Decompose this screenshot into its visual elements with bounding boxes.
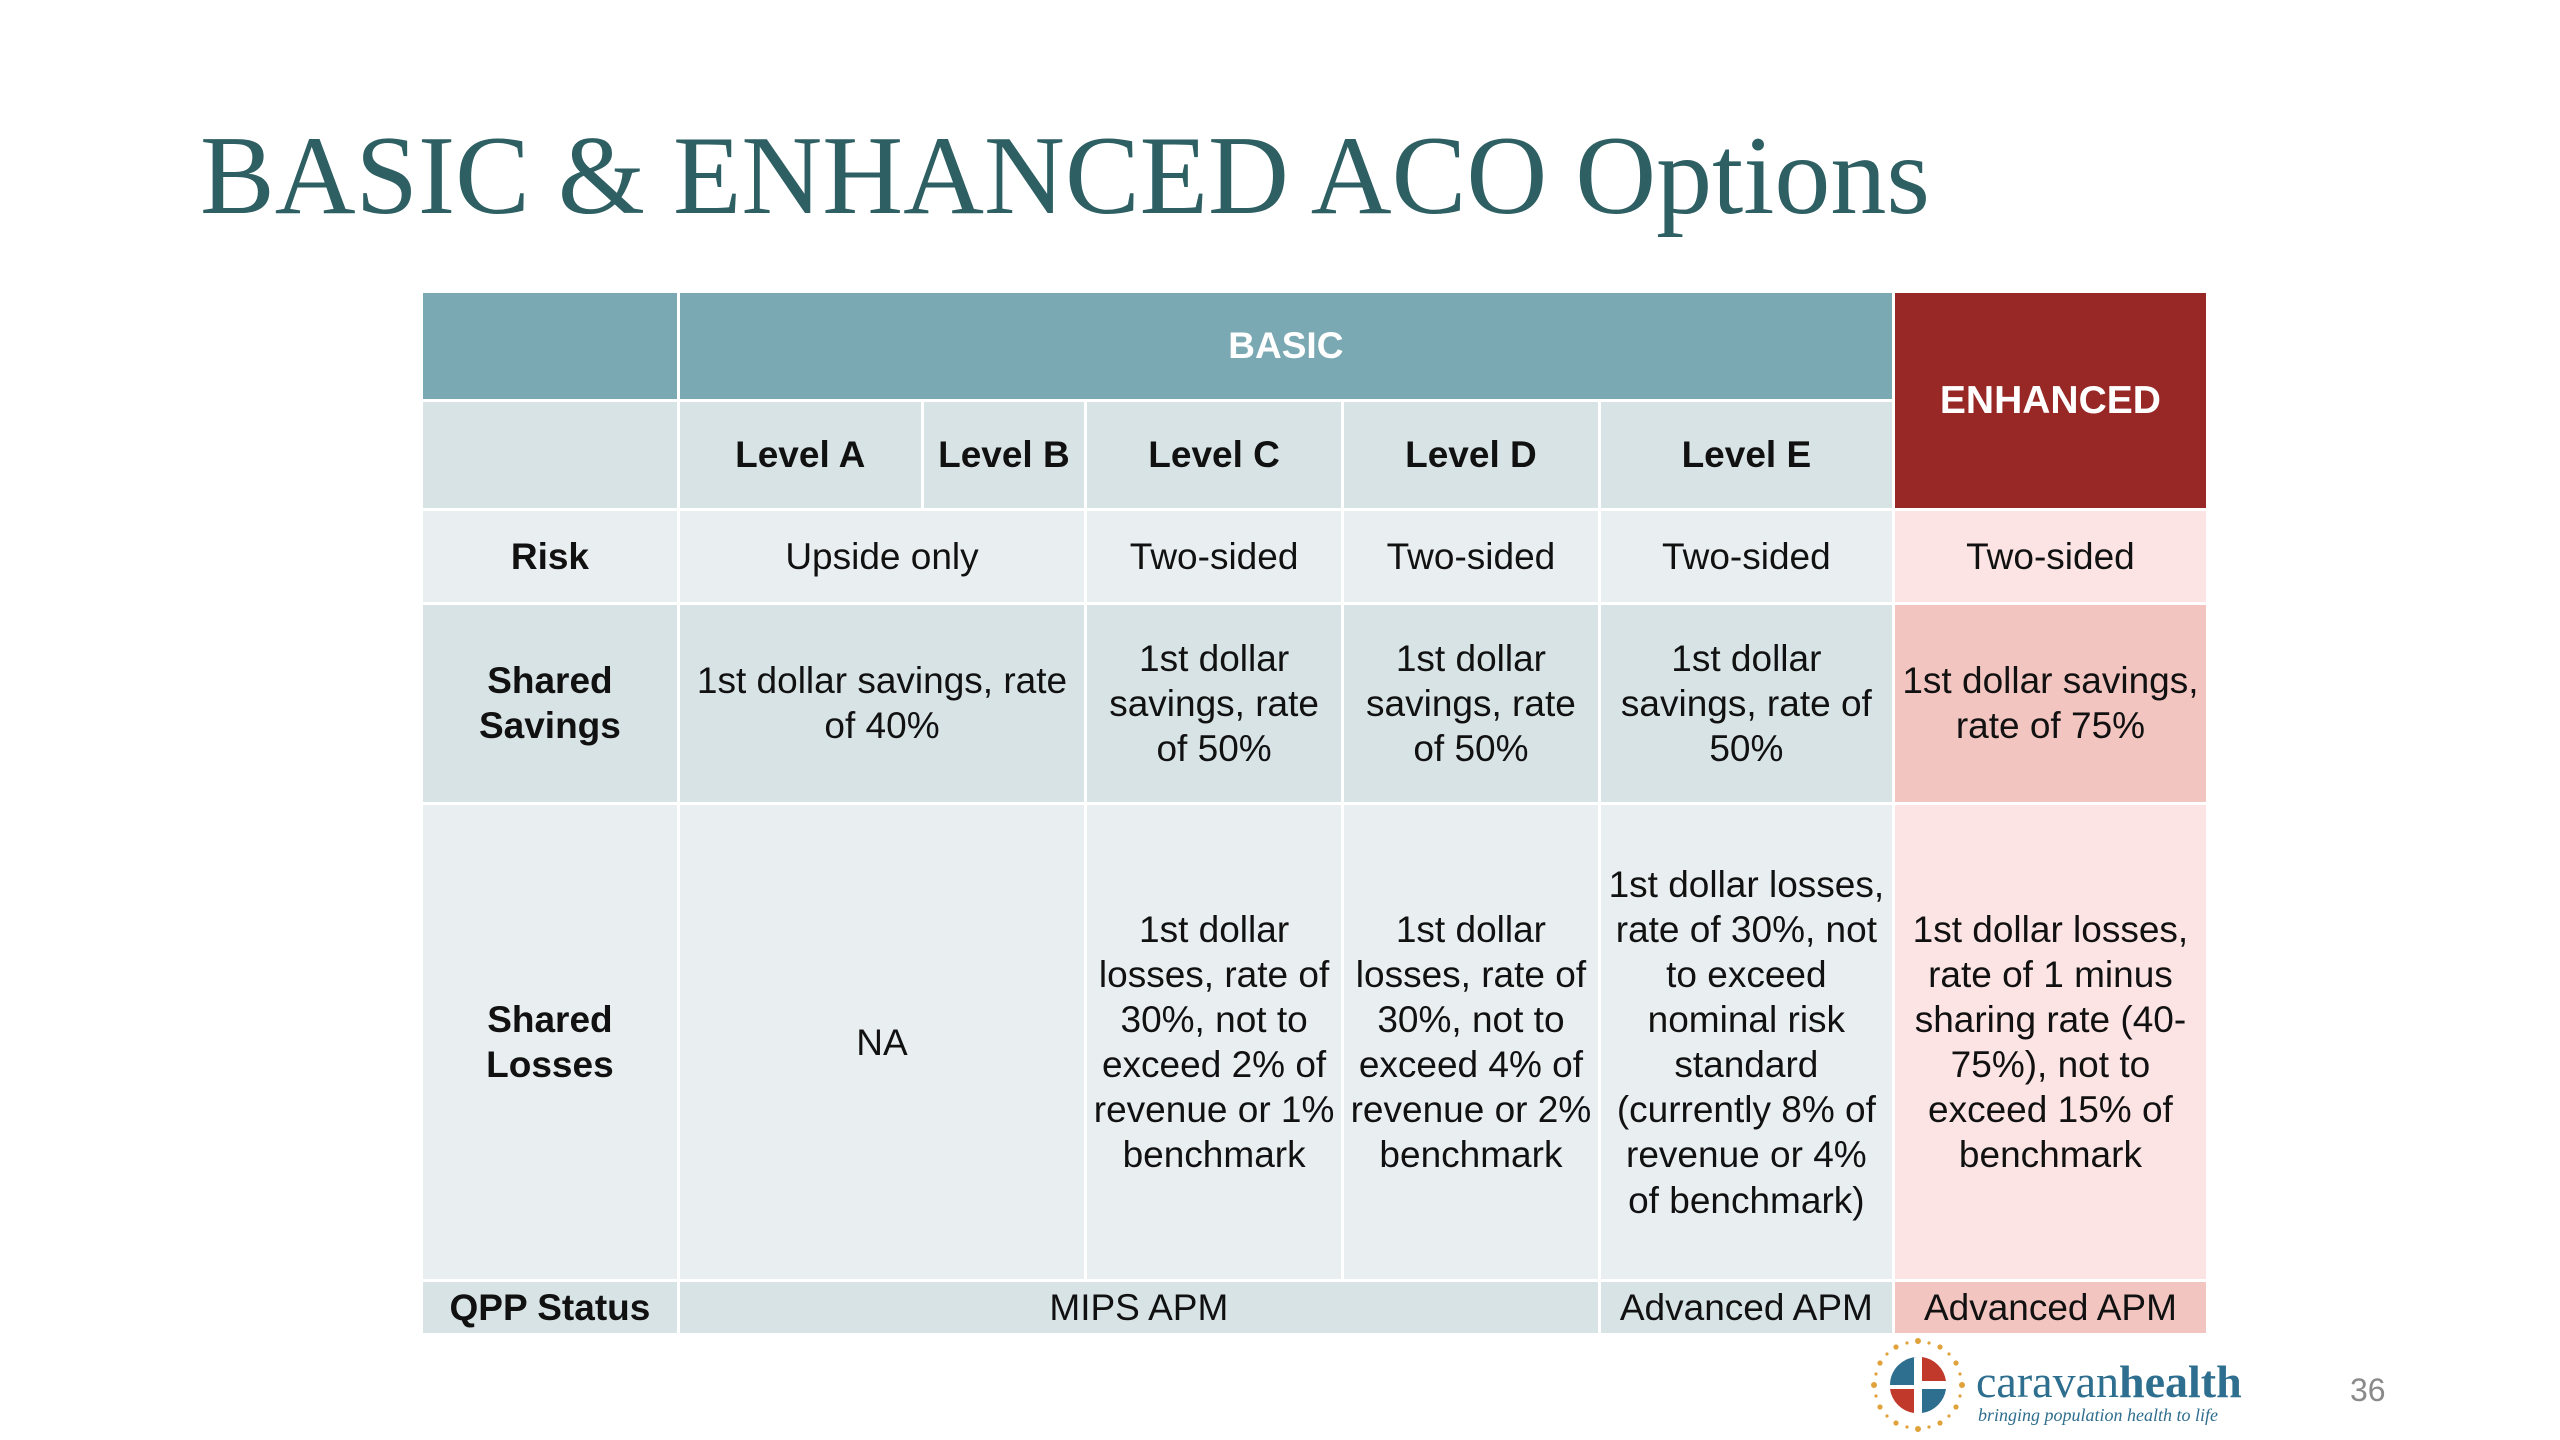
- shared-savings-level-ab-cell: 1st dollar savings, rate of 40%: [680, 605, 1084, 802]
- shared-savings-level-e-cell: 1st dollar savings, rate of 50%: [1601, 605, 1892, 802]
- level-corner-cell: [423, 402, 677, 508]
- risk-level-ab-cell: Upside only: [680, 511, 1084, 602]
- level-e-header: Level E: [1601, 402, 1892, 508]
- caravan-health-logo-icon: [1868, 1335, 1968, 1435]
- shared-losses-level-c-cell: 1st dollar losses, rate of 30%, not to exceed 2% of revenue or 1% benchmark: [1087, 805, 1341, 1280]
- qpp-status-row: [423, 1282, 2206, 1333]
- shared-losses-row: [423, 805, 2206, 1280]
- risk-row: [423, 511, 2206, 602]
- risk-enhanced-cell: Two-sided: [1895, 511, 2206, 602]
- slide-title: BASIC & ENHANCED ACO Options: [200, 114, 1930, 238]
- level-b-header: Level B: [924, 402, 1085, 508]
- logo-name-suffix: health: [2119, 1356, 2242, 1407]
- shared-savings-row: [423, 605, 2206, 802]
- level-a-header: Level A: [680, 402, 921, 508]
- basic-group-header: BASIC: [680, 293, 1892, 399]
- risk-row-label: Risk: [423, 511, 677, 602]
- qpp-status-level-e-cell: Advanced APM: [1601, 1282, 1892, 1333]
- shared-losses-level-d-cell: 1st dollar losses, rate of 30%, not to exceed 4% of revenue or 2% benchmark: [1344, 805, 1598, 1280]
- shared-savings-row-label: [423, 605, 677, 802]
- shared-losses-label-line1: Shared: [487, 999, 613, 1041]
- shared-losses-enhanced-cell: 1st dollar losses, rate of 1 minus sharing rate (40-75%), not to exceed 15% of benchmark: [1895, 805, 2206, 1280]
- shared-savings-label-line2: Savings: [478, 705, 621, 747]
- table-header-row-groups: [423, 293, 2206, 399]
- page-number: 36: [2350, 1372, 2386, 1408]
- shared-savings-label-line1: Shared: [487, 660, 613, 702]
- shared-savings-level-d-cell: 1st dollar savings, rate of 50%: [1344, 605, 1598, 802]
- shared-losses-level-e-cell: 1st dollar losses, rate of 30%, not to exceed nominal risk standard (currently 8% of revenue or 4% of benchmark): [1601, 805, 1892, 1280]
- qpp-status-enhanced-cell: Advanced APM: [1895, 1282, 2206, 1333]
- aco-options-table: [420, 290, 2209, 1336]
- caravan-health-logo: [1868, 1335, 2242, 1435]
- logo-tagline: bringing population health to life: [1978, 1405, 2218, 1425]
- qpp-status-row-label: QPP Status: [423, 1282, 677, 1333]
- shared-savings-level-c-cell: 1st dollar savings, rate of 50%: [1087, 605, 1341, 802]
- enhanced-group-header: ENHANCED: [1895, 293, 2206, 508]
- qpp-status-level-a-to-d-cell: MIPS APM: [680, 1282, 1598, 1333]
- shared-savings-enhanced-cell: 1st dollar savings, rate of 75%: [1895, 605, 2206, 802]
- risk-level-e-cell: Two-sided: [1601, 511, 1892, 602]
- logo-name-prefix: caravan: [1976, 1356, 2119, 1407]
- header-corner-cell: [423, 293, 677, 399]
- level-d-header: Level D: [1344, 402, 1598, 508]
- risk-level-d-cell: Two-sided: [1344, 511, 1598, 602]
- shared-losses-label-line2: Losses: [486, 1044, 614, 1086]
- shared-losses-level-ab-cell: NA: [680, 805, 1084, 1280]
- level-c-header: Level C: [1087, 402, 1341, 508]
- shared-losses-row-label: [423, 805, 677, 1280]
- risk-level-c-cell: Two-sided: [1087, 511, 1341, 602]
- logo-wordmark: [1976, 1355, 2242, 1408]
